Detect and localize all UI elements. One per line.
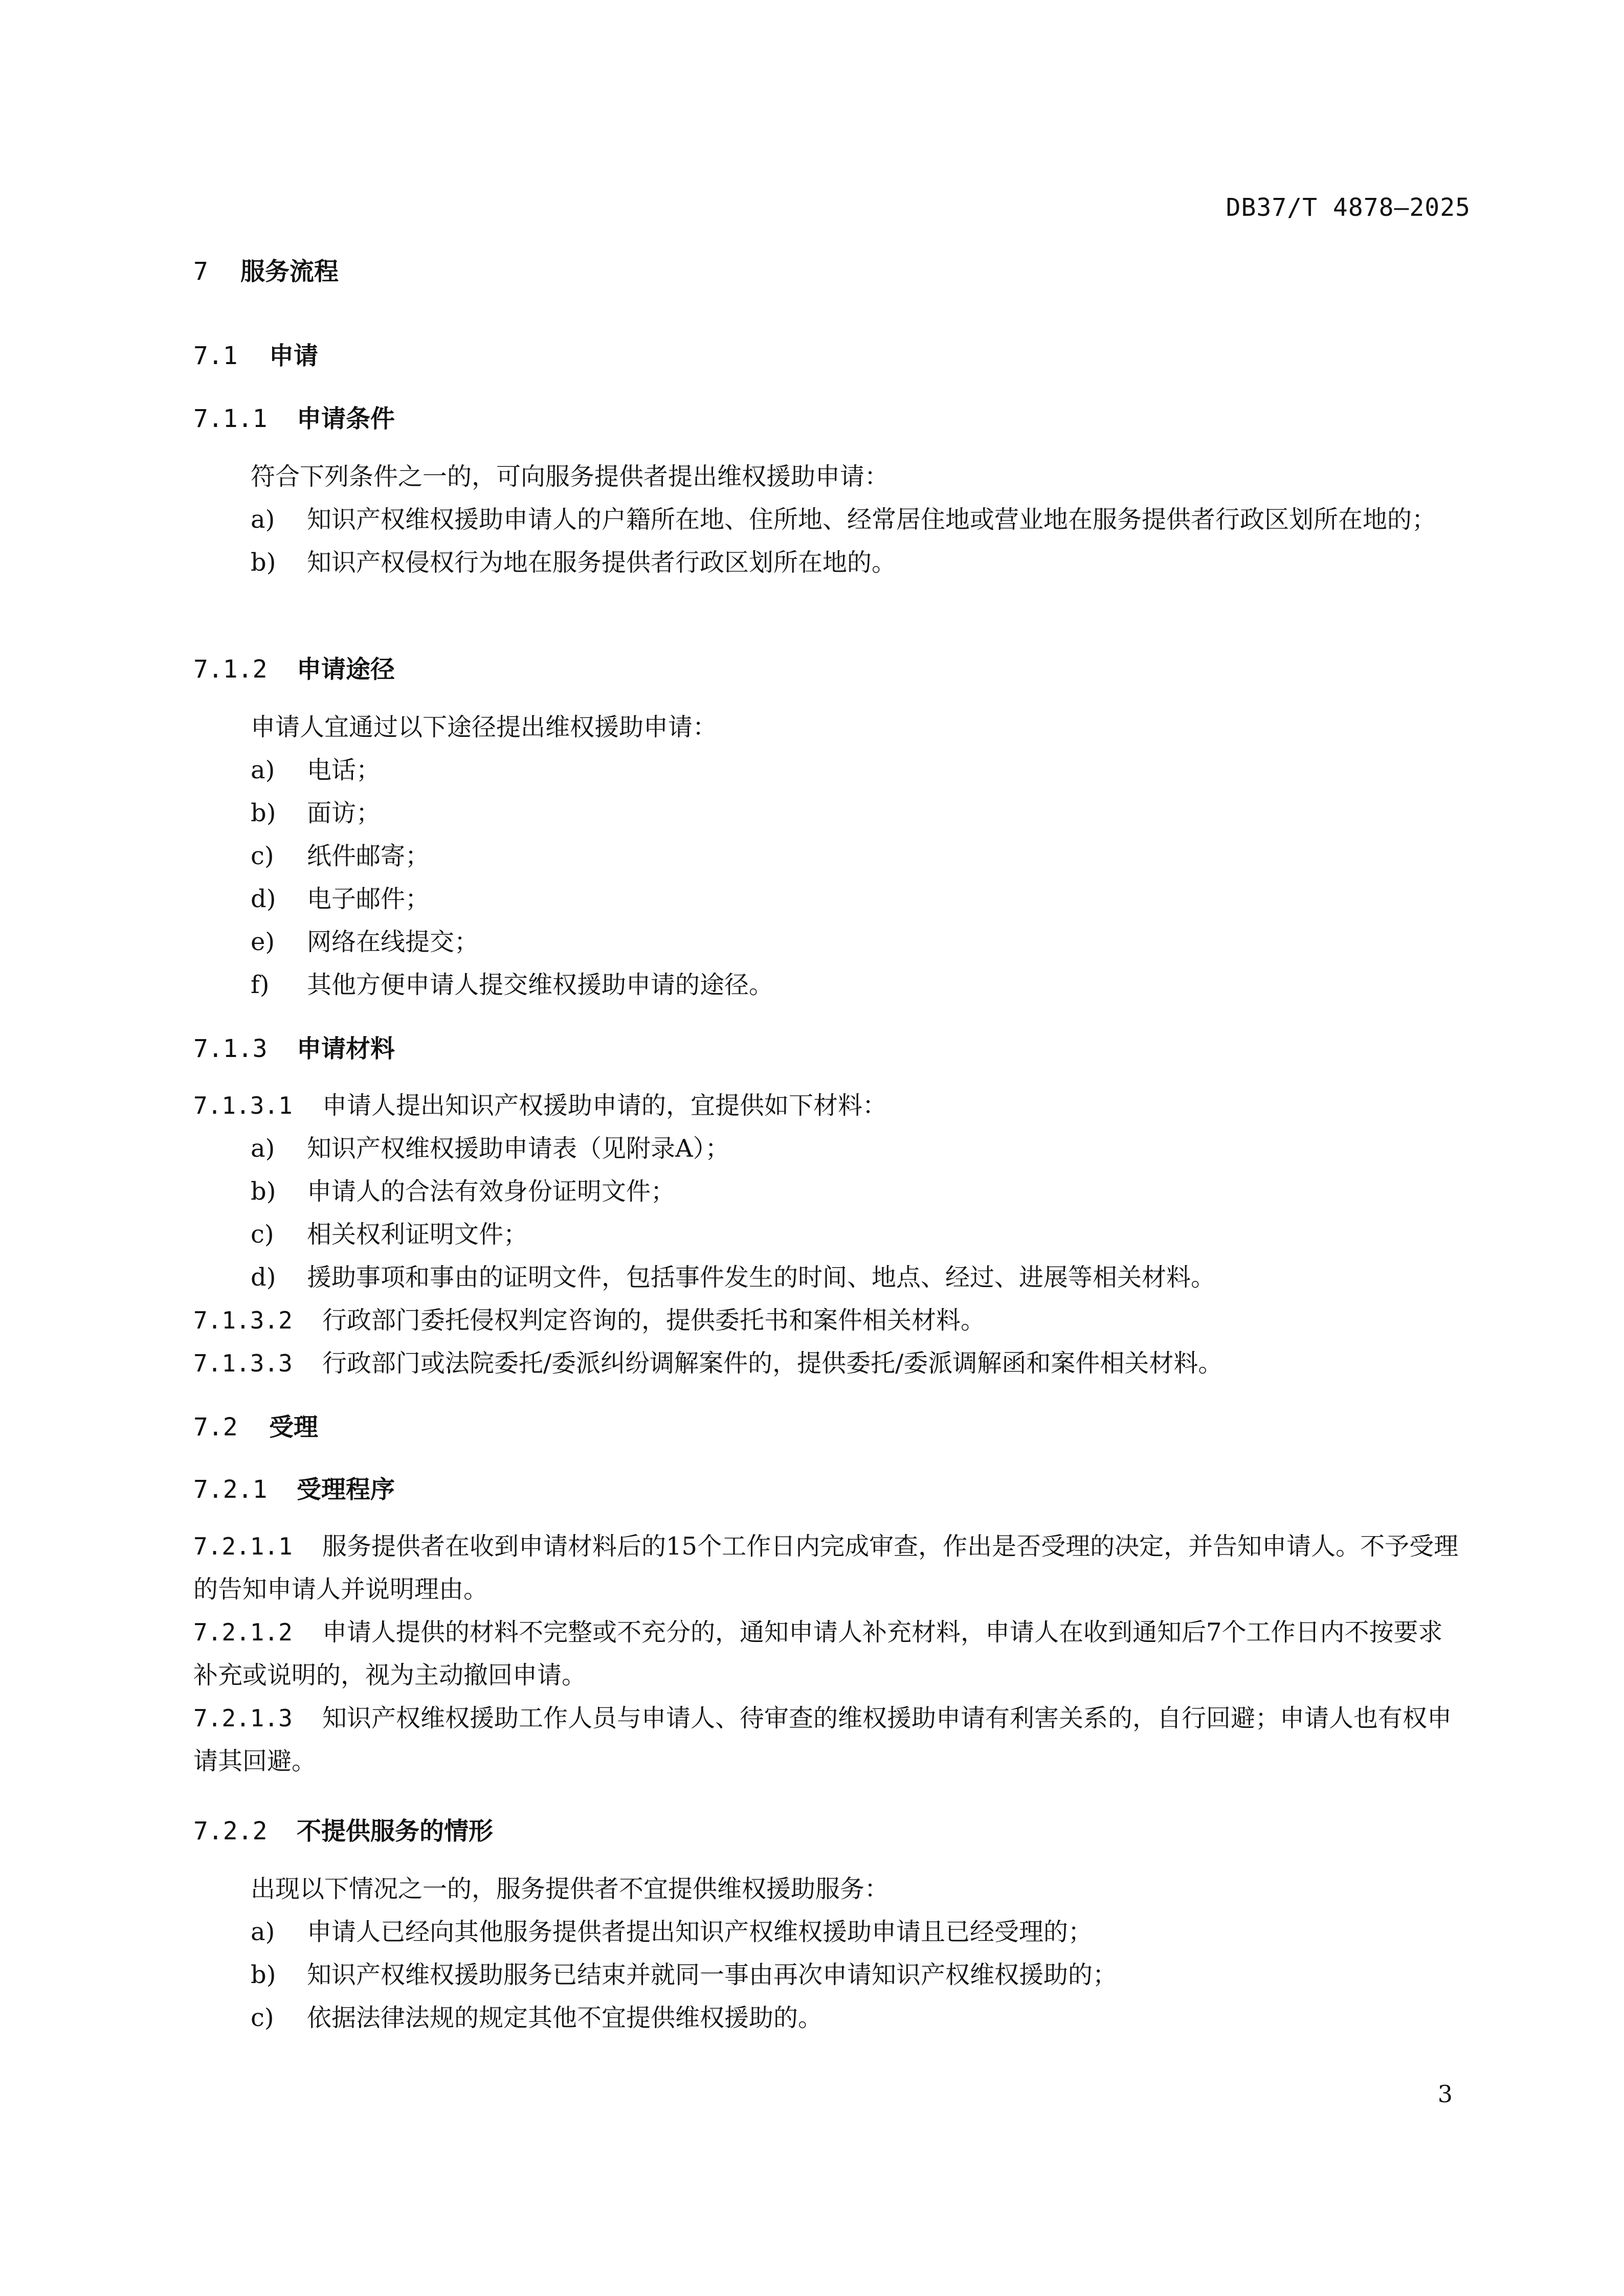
section-heading-7-1-3 [193,1029,1461,1064]
list-item [193,835,1461,877]
list-item [193,498,1461,541]
clause-7-1-3-2 [193,1299,1461,1342]
section-number: 7 [193,257,208,286]
list-marker: b) [251,548,276,577]
list-marker: b) [251,1177,276,1206]
section-body-7-1-1 [193,455,1461,584]
clause-7-1-3-3 [193,1342,1461,1385]
section-title: 申请 [269,342,319,370]
clause-number: 7.1.3.1 [193,1092,293,1119]
list-item [193,1910,1461,1953]
list-item-text: 网络在线提交； [307,928,479,956]
section-body-7-1-2 [193,706,1461,1006]
section-heading-7-1-1 [193,399,1461,434]
section-number: 7.2.1 [193,1475,268,1504]
clause-text: 行政部门或法院委托/委派纠纷调解案件的，提供委托/委派调解函和案件相关材料。 [322,1349,1223,1378]
list-item-text: 面访； [307,799,381,827]
section-number: 7.2 [193,1413,238,1442]
list-marker: d) [251,885,276,913]
list-item-text: 其他方便申请人提交维权援助申请的途径。 [307,971,774,999]
list-marker: a) [251,756,275,784]
clause-text: 知识产权维权援助工作人员与申请人、待审查的维权援助申请有利害关系的，自行回避；申请人也有权申请其回避。 [193,1704,1452,1775]
list-item [193,1170,1461,1213]
exclusion-list [193,1910,1461,2039]
section-title: 服务流程 [240,257,339,286]
list-item [193,541,1461,584]
section-title: 申请材料 [297,1034,395,1063]
section-heading-7-2 [193,1407,1461,1443]
list-marker: a) [251,505,275,534]
section-body-7-2-1 [193,1525,1461,1783]
list-item-text: 纸件邮寄； [307,842,430,870]
list-item [193,749,1461,792]
intro-paragraph: 符合下列条件之一的，可向服务提供者提出维权援助申请： [251,462,889,491]
material-list [193,1127,1461,1299]
list-item-text: 知识产权维权援助申请表（见附录A）； [307,1134,730,1163]
list-marker: f) [251,971,270,999]
list-marker: c) [251,2004,274,2032]
section-number: 7.2.2 [193,1817,268,1845]
section-title: 受理程序 [297,1475,395,1504]
clause-number: 7.1.3.2 [193,1307,293,1334]
list-item-text: 申请人已经向其他服务提供者提出知识产权维权援助申请且已经受理的； [307,1918,1093,1946]
section-heading-7-2-2 [193,1811,1461,1847]
list-marker: d) [251,1263,276,1292]
section-heading-7-1 [193,336,1461,371]
list-item-text: 知识产权维权援助申请人的户籍所在地、住所地、经常居住地或营业地在服务提供者行政区划所在地的； [307,505,1437,534]
document-id: DB37/T 4878—2025 [1226,193,1471,222]
clause-7-2-1-2 [193,1611,1461,1697]
section-title: 不提供服务的情形 [297,1817,494,1845]
list-item-text: 电子邮件； [307,885,430,913]
section-heading-7-2-1 [193,1470,1461,1505]
list-marker: a) [251,1918,275,1946]
list-marker: c) [251,842,274,870]
channel-list [193,749,1461,1006]
section-title: 受理 [269,1413,319,1442]
section-number: 7.1.3 [193,1034,268,1063]
condition-list [193,498,1461,584]
list-item [193,1127,1461,1170]
list-marker: e) [251,928,275,956]
list-item [193,1953,1461,1996]
clause-7-2-1-1 [193,1525,1461,1611]
list-item-text: 相关权利证明文件； [307,1220,528,1249]
list-marker: b) [251,1961,276,1989]
list-item [193,963,1461,1006]
section-title: 申请条件 [297,404,395,433]
section-heading-7-1-2 [193,649,1461,685]
list-item-text: 知识产权侵权行为地在服务提供者行政区划所在地的。 [307,548,897,577]
clause-text: 行政部门委托侵权判定咨询的，提供委托书和案件相关材料。 [322,1306,986,1335]
section-body-7-2-2 [193,1867,1461,2039]
section-heading-7 [193,252,1461,287]
section-number: 7.1 [193,342,238,370]
clause-number: 7.2.1.3 [193,1704,293,1732]
section-body-7-1-3 [193,1084,1461,1385]
list-item-text: 知识产权维权援助服务已结束并就同一事由再次申请知识产权维权援助的； [307,1961,1118,1989]
list-marker: a) [251,1134,275,1163]
clause-text: 服务提供者在收到申请材料后的15个工作日内完成审查，作出是否受理的决定，并告知申请人。不予受理的告知申请人并说明理由。 [193,1532,1459,1604]
section-title: 申请途径 [297,655,395,684]
clause-7-1-3-1 [193,1084,1461,1127]
list-item-text: 援助事项和事由的证明文件，包括事件发生的时间、地点、经过、进展等相关材料。 [307,1263,1216,1292]
clause-number: 7.2.1.2 [193,1618,293,1646]
intro-paragraph: 申请人宜通过以下途径提出维权援助申请： [251,713,718,741]
list-item [193,877,1461,920]
list-item [193,1256,1461,1299]
clause-number: 7.2.1.1 [193,1533,293,1560]
list-item [193,1996,1461,2039]
list-marker: c) [251,1220,274,1249]
intro-paragraph: 出现以下情况之一的，服务提供者不宜提供维权援助服务： [251,1875,889,1903]
clause-text: 申请人提供的材料不完整或不充分的，通知申请人补充材料，申请人在收到通知后7个工作日内不按要求补充或说明的，视为主动撤回申请。 [193,1618,1443,1690]
list-marker: b) [251,799,276,827]
list-item [193,920,1461,963]
list-item [193,792,1461,835]
clause-number: 7.1.3.3 [193,1349,293,1377]
list-item-text: 电话； [307,756,381,784]
list-item [193,1213,1461,1256]
list-item-text: 申请人的合法有效身份证明文件； [307,1177,676,1206]
section-number: 7.1.2 [193,655,268,684]
clause-text: 申请人提出知识产权援助申请的，宜提供如下材料： [322,1091,887,1120]
list-item-text: 依据法律法规的规定其他不宜提供维权援助的。 [307,2004,823,2032]
clause-7-2-1-3 [193,1697,1461,1783]
section-number: 7.1.1 [193,404,268,433]
page-number: 3 [1437,2080,1453,2108]
